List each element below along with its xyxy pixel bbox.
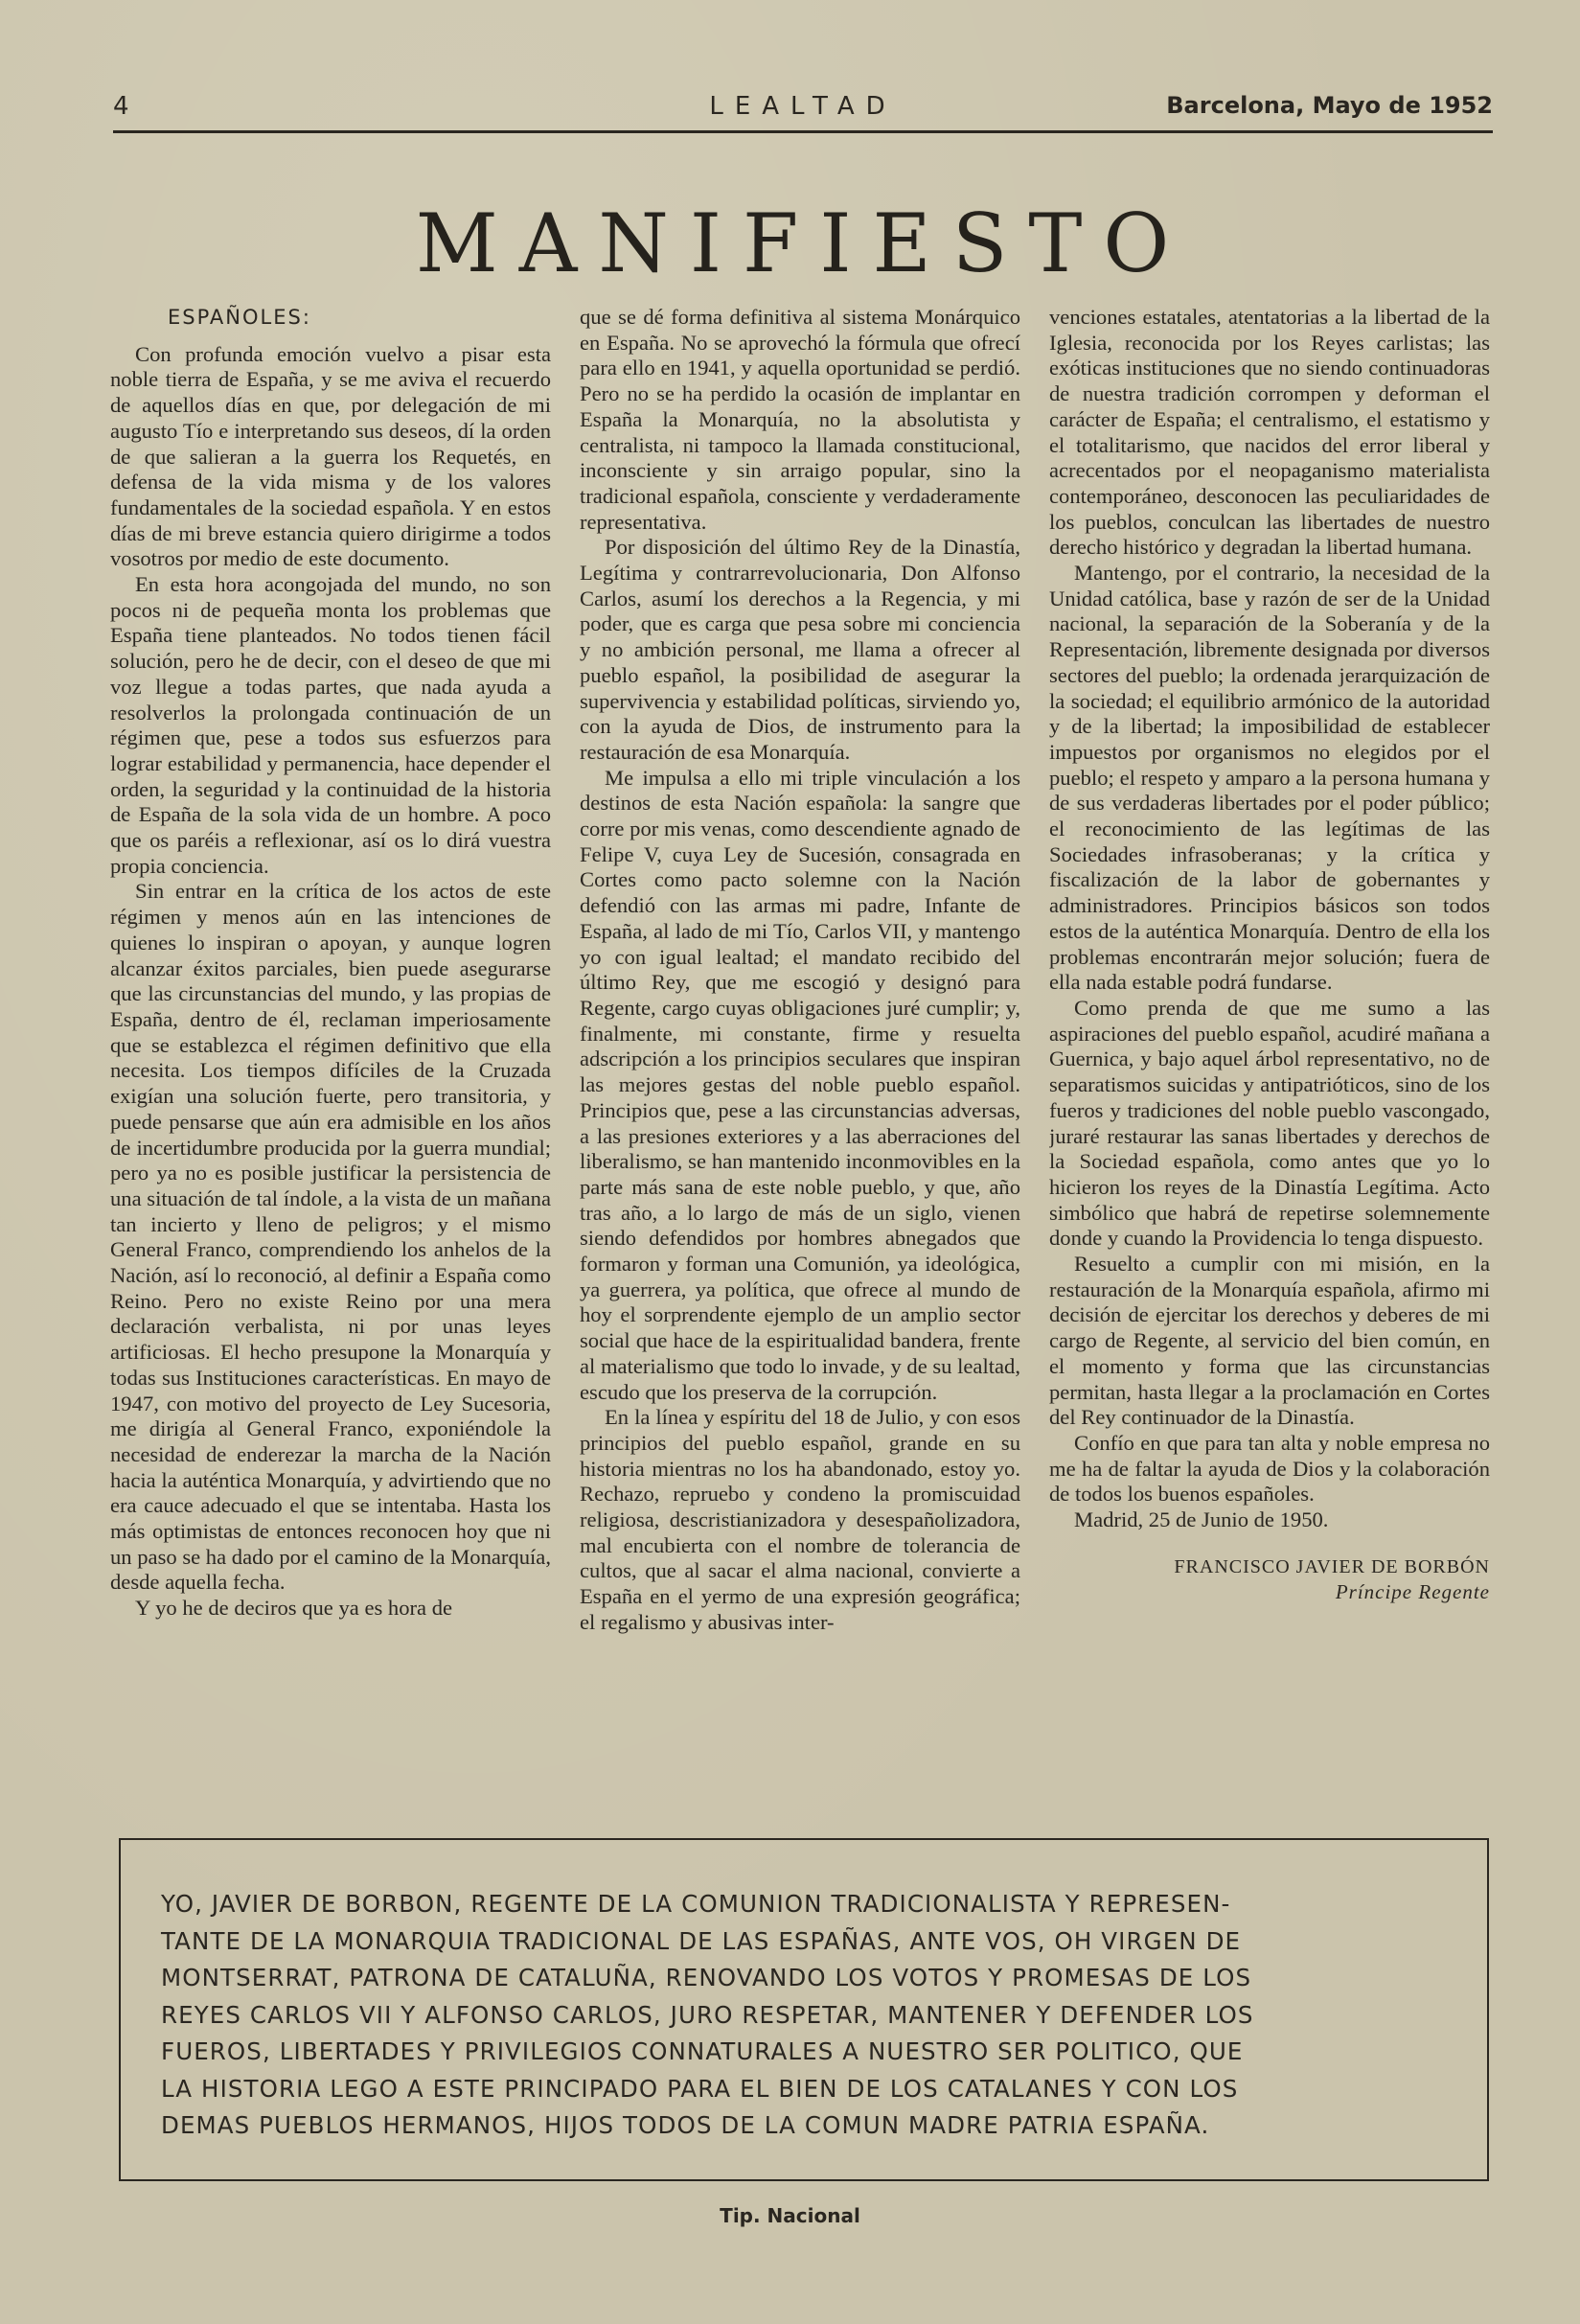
page-number: 4 (113, 92, 129, 121)
paragraph: Sin entrar en la crítica de los actos de este régimen y menos aún en las intenciones de quienes lo inspiran o apoyan, y aunque logren alcanzar éxitos parciales, bien puede asegurarse que las circunstancias del mundo, y las propias de España, dentro de él, reclaman imperiosamente que se establezca el régimen definitivo que ella necesita. Los tiempos difíciles de la Cruzada exigían una solución fuerte, pero transitoria, y puede pensarse que aún era admisible en los años de incertidumbre producida por la guerra mundial; pero ya no es posible justificar la persistencia de una situación de tal índole, a la vista de un mañana tan incierto y lleno de peligros; y el mismo General Franco, comprendiendo los anhelos de la Nación, así lo reconoció, al definir a España como Reino. Pero no existe Reino por una mera declaración verbalista, ni por unas leyes artificiosas. El hecho presupone la Monarquía y todas sus Instituciones características. En mayo de 1947, con motivo del proyecto de Ley Sucesoria, me dirigía al General Franco, exponiéndole la necesidad de enderezar la marcha de la Nación hacia la auténtica Monarquía, y advirtiendo que no era cauce adecuado el que se intentaba. Hasta los más optimistas de entonces reconocen hoy que ni un paso se ha dado por el camino de la Monarquía, desde aquella fecha. (110, 879, 551, 1595)
signature-role: Príncipe Regente (1335, 1580, 1490, 1604)
paragraph: venciones estatales, atentatorias a la libertad de la Iglesia, reconocida por los Reyes carlistas; las exóticas instituciones que no siendo continuadoras de nuestra tradición corrompen y deforman el carácter de España; el centralismo, el estatismo y el totalitarismo, que nacidos del error liberal y acrecentados por el neopaganismo materialista contemporáneo, desconocen las peculiaridades de los pueblos, conculcan las libertades de nuestro derecho histórico y degradan la libertad humana. (1049, 305, 1490, 560)
column-2 (580, 305, 1020, 1809)
oath-line: FUEROS, LIBERTADES Y PRIVILEGIOS CONNATURALES A NUESTRO SER POLITICO, QUE (161, 2037, 1244, 2065)
paragraph: Confío en que para tan alta y noble empresa no me ha de faltar la ayuda de Dios y la colaboración de todos los buenos españoles. (1049, 1430, 1490, 1507)
paragraph: Como prenda de que me sumo a las aspiraciones del pueblo español, acudiré mañana a Guernica, y bajo aquel árbol representativo, no de separatismos suicidas y antipatrióticos, sino de los fueros y tradiciones del noble pueblo vascongado, juraré restaurar las sanas libertades y derechos de la Sociedad española, como antes que yo lo hicieron los reyes de la Dinastía Legítima. Acto simbólico que habrá de repetirse solemnemente donde y cuando la Providencia lo tenga dispuesto. (1049, 995, 1490, 1251)
salutation: ESPAÑOLES: (168, 306, 311, 329)
oath-box (119, 1838, 1489, 2181)
paragraph: En esta hora acongojada del mundo, no son pocos ni de pequeña monta los problemas que España tiene planteados. No todos tienen fácil solución, pero he de decir, con el deseo de que mi voz llegue a todas partes, que nada ayuda a resolverlos la prolongada continuación de un régimen que, pese a todos sus esfuerzos para lograr estabilidad y permanencia, hace depender el orden, la seguridad y la continuidad de la historia de España de la sola vida de un hombre. A poco que os paréis a reflexionar, así os lo dirá vuestra propia conciencia. (110, 572, 551, 878)
oath-line: LA HISTORIA LEGO A ESTE PRINCIPADO PARA EL BIEN DE LOS CATALANES Y CON LOS (161, 2074, 1239, 2103)
article-title: MANIFIESTO (415, 196, 1191, 290)
signature-name: FRANCISCO JAVIER DE BORBÓN (1174, 1555, 1490, 1577)
oath-line: TANTE DE LA MONARQUIA TRADICIONAL DE LAS ESPAÑAS, ANTE VOS, OH VIRGEN DE (161, 1926, 1242, 1955)
printer-credit: Tip. Nacional (720, 2204, 860, 2227)
newspaper-name: LEALTAD (709, 92, 897, 121)
signature-block (1049, 1554, 1490, 1605)
paragraph: Y yo he de deciros que ya es hora de (135, 1596, 453, 1621)
oath-line: MONTSERRAT, PATRONA DE CATALUÑA, RENOVANDO LOS VOTOS Y PROMESAS DE LOS (161, 1964, 1252, 1991)
column-1 (110, 305, 551, 1809)
paragraph: Me impulsa a ello mi triple vinculación a los destinos de esta Nación española: la sangre que corre por mis venas, como descendiente agnado de Felipe V, cuya Ley de Sucesión, consagrada en Cortes como pacto solemne con la Nación defendió con las armas mi padre, Infante de España, al lado de mi Tío, Carlos VII, y mantengo yo con igual lealtad; el mandato recibido del último Rey, que me escogió y designó para Regente, cargo cuyas obligaciones juré cumplir; y, finalmente, mi constante, firme y resuelta adscripción a los principios seculares que inspiran las mejores gestas del noble pueblo español. Principios que, pese a las circunstancias adversas, a las presiones exteriores y a las aberraciones del liberalismo, se han mantenido inconmovibles en la parte más sana de este noble pueblo, y que, año tras año, a lo largo de más de un siglo, vienen siendo defendidos por hombres abnegados que formaron y forman una Comunión, ya ideológica, ya guerrera, ya política, que ofrece al mundo de hoy el sorprendente ejemplo de un amplio sector social que hace de la espiritualidad bandera, frente al materialismo que todo lo invade, y de su lealtad, escudo que los preserva de la corrupción. (580, 765, 1020, 1404)
dateline: Barcelona, Mayo de 1952 (1166, 92, 1493, 119)
place-date: Madrid, 25 de Junio de 1950. (1074, 1507, 1329, 1532)
paragraph: Resuelto a cumplir con mi misión, en la restauración de la Monarquía española, afirmo mi decisión de ejercitar los derechos y deberes de mi cargo de Regente, al servicio del bien común, en el momento y forma que las circunstancias permitan, hasta llegar a la proclamación en Cortes del Rey continuador de la Dinastía. (1049, 1252, 1490, 1430)
paragraph: En la línea y espíritu del 18 de Julio, y con esos principios del pueblo español, grande en su historia mientras no los ha abandonado, estoy yo. Rechazo, repruebo y condeno la promiscuidad religiosa, descristianizadora y desespañolizadora, mal encubierta con el nombre de tolerancia de cultos, que al sacar el alma nacional, convierte a España en el yermo de una expresión geográfica; el regalismo y abusivas inter- (580, 1405, 1020, 1634)
paragraph: que se dé forma definitiva al sistema Monárquico en España. No se aprovechó la fórmula que ofrecí para ello en 1941, y aquella oportunidad se perdió. Pero no se ha perdido la ocasión de implantar en España la Monarquía, no la absolutista y centralista, ni tampoco la llamada constitucional, inconsciente y sin arraigo popular, sino la tradicional española, consciente y verdaderamente representativa. (580, 305, 1020, 534)
oath-line: DEMAS PUEBLOS HERMANOS, HIJOS TODOS DE LA COMUN MADRE PATRIA ESPAÑA. (161, 2111, 1210, 2139)
paragraph: Con profunda emoción vuelvo a pisar esta noble tierra de España, y se me aviva el recuerdo de aquellos días en que, por delegación de mi augusto Tío e interpretando sus deseos, dí la orden de que salieran a la guerra los Requetés, en defensa de la vida misma y de los valores fundamentales de la sociedad española. Y en estos días de mi breve estancia quiero dirigirme a todos vosotros por medio de este documento. (110, 341, 551, 571)
paragraph: Por disposición del último Rey de la Dinastía, Legítima y contrarrevolucionaria, Don Alfonso Carlos, asumí los derechos a la Regencia, y mi poder, que es carga que pesa sobre mi conciencia y no ambición personal, me llama a ofrecer al pueblo español, la posibilidad de asegurar la supervivencia y estabilidad políticas, sirviendo yo, con la ayuda de Dios, de instrumento para la restauración de esa Monarquía. (580, 535, 1020, 764)
oath-line: REYES CARLOS VII Y ALFONSO CARLOS, JURO RESPETAR, MANTENER Y DEFENDER LOS (161, 2000, 1254, 2029)
paragraph: Mantengo, por el contrario, la necesidad de la Unidad católica, base y razón de ser de la Unidad nacional, la separación de la Soberanía y de la Representación, libremente designada por diversos sectores del pueblo; la ordenada jerarquización de la sociedad; el equilibrio armónico de la autoridad y de la libertad; la imposibilidad de establecer impuestos por organismos no elegidos por el pueblo; el respeto y amparo a la persona humana y de sus verdaderas libertades por el poder público; el reconocimiento de las legítimas de las Sociedades infrasoberanas; y la crítica y fiscalización de la labor de gobernantes y administradores. Principios básicos son todos estos de la auténtica Monarquía. Dentro de ella los problemas encontrarán mejor solución; fuera de ella nada estable podrá fundarse. (1049, 561, 1490, 995)
oath-line: YO, JAVIER DE BORBON, REGENTE DE LA COMUNION TRADICIONALISTA Y REPRESEN- (161, 1890, 1231, 1918)
page-header (113, 88, 1493, 127)
header-rule (113, 130, 1493, 133)
column-3 (1049, 305, 1490, 1809)
